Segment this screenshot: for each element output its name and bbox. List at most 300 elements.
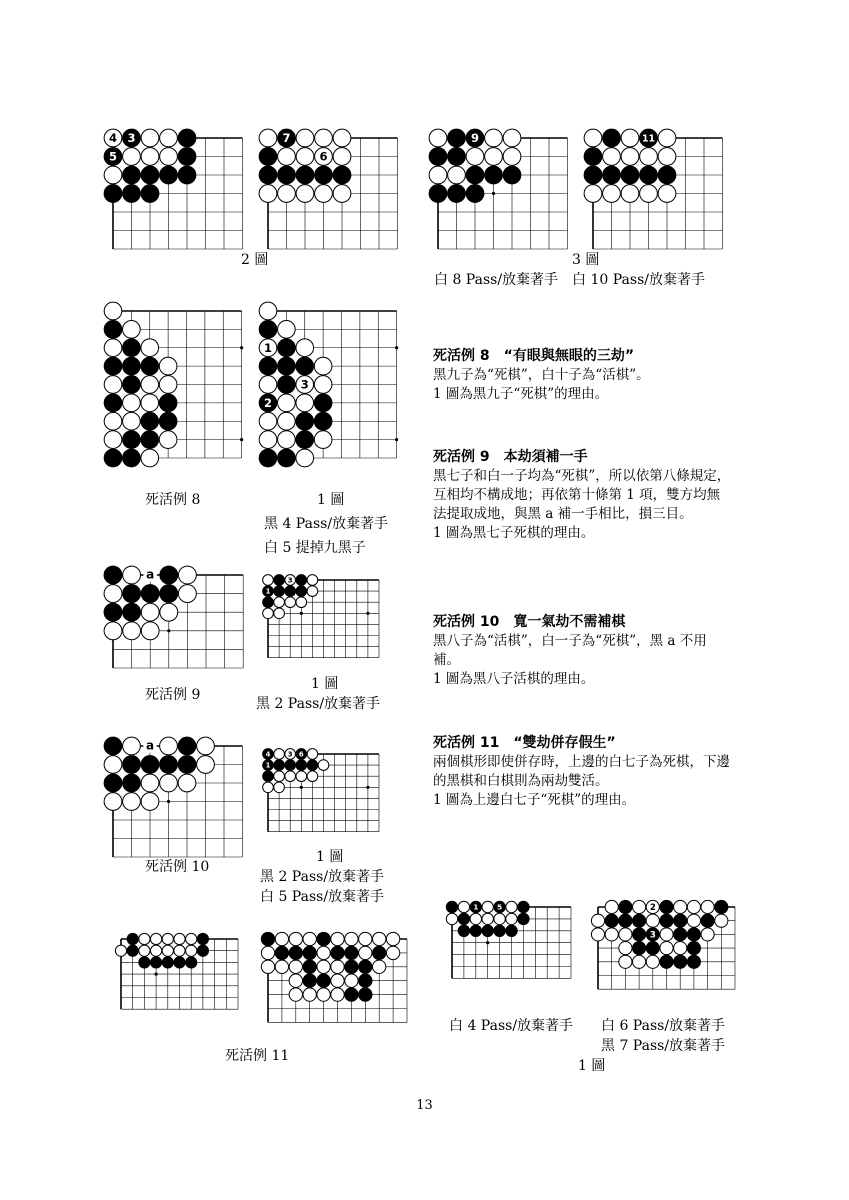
white-stone xyxy=(506,913,517,924)
white-stone xyxy=(701,928,714,941)
black-stone xyxy=(274,586,285,597)
black-stone xyxy=(159,394,177,412)
hoshi-point xyxy=(155,973,158,976)
move-number: 11 xyxy=(642,133,655,145)
hoshi-point xyxy=(167,800,170,803)
section-ex10 xyxy=(433,613,733,689)
black-stone xyxy=(259,166,277,184)
white-stone xyxy=(470,913,481,924)
white-stone xyxy=(263,782,274,793)
black-stone xyxy=(458,913,469,924)
white-stone xyxy=(150,933,161,944)
white-stone xyxy=(621,129,639,147)
black-stone xyxy=(141,756,159,774)
white-stone xyxy=(603,148,621,166)
black-stone xyxy=(174,957,185,968)
hoshi-point xyxy=(167,629,170,632)
white-stone xyxy=(141,394,159,412)
go-diagram-10b xyxy=(259,745,381,841)
white-stone xyxy=(162,945,173,956)
black-stone xyxy=(466,185,484,203)
white-stone xyxy=(162,933,173,944)
black-stone xyxy=(186,957,197,968)
white-stone xyxy=(104,376,122,394)
white-stone xyxy=(619,928,632,941)
black-stone xyxy=(178,148,196,166)
white-stone xyxy=(278,412,296,430)
white-stone xyxy=(197,737,215,755)
go-diagram-8a xyxy=(104,302,250,460)
white-stone xyxy=(278,394,296,412)
section-heading: 死活例 11 “雙劫併存假生” xyxy=(433,735,616,751)
white-stone xyxy=(139,933,150,944)
black-stone xyxy=(259,357,277,375)
white-stone xyxy=(278,185,296,203)
move-number: 1 xyxy=(473,902,479,912)
white-stone xyxy=(317,960,330,973)
move-number: 1 xyxy=(265,761,271,770)
go-diagram-11b xyxy=(259,930,409,1030)
white-stone xyxy=(104,412,122,430)
white-stone xyxy=(160,774,178,792)
black-stone xyxy=(506,925,517,936)
section-paragraph: 1 圖為黑九子“死棋”的理由。 xyxy=(433,386,609,402)
black-stone xyxy=(485,166,503,184)
black-stone xyxy=(150,957,161,968)
black-stone xyxy=(603,129,621,147)
black-stone xyxy=(621,166,639,184)
black-stone xyxy=(104,449,122,467)
black-stone xyxy=(263,771,274,782)
white-stone xyxy=(591,928,604,941)
black-stone xyxy=(674,928,687,941)
black-stone xyxy=(674,914,687,927)
hoshi-point xyxy=(366,612,369,615)
black-stone xyxy=(127,933,138,944)
move-number: 7 xyxy=(282,131,291,146)
white-stone xyxy=(674,942,687,955)
black-stone xyxy=(605,914,618,927)
ex11-note2: 白 6 Pass/放棄著手 xyxy=(601,1018,726,1034)
white-stone xyxy=(658,185,676,203)
black-stone xyxy=(331,946,344,959)
white-stone xyxy=(660,928,673,941)
white-stone xyxy=(621,185,639,203)
white-stone xyxy=(660,942,673,955)
black-stone xyxy=(296,357,314,375)
black-stone xyxy=(296,760,307,771)
point-label: a xyxy=(146,567,155,582)
black-stone xyxy=(303,960,316,973)
white-stone xyxy=(485,148,503,166)
move-number: 1 xyxy=(265,587,271,596)
black-stone xyxy=(373,946,386,959)
black-stone xyxy=(660,900,673,913)
black-stone xyxy=(429,148,447,166)
white-stone xyxy=(141,449,159,467)
white-stone xyxy=(141,376,159,394)
ex8-note2: 白 5 提掉九黑子 xyxy=(264,540,366,556)
white-stone xyxy=(687,914,700,927)
white-stone xyxy=(619,942,632,955)
white-stone xyxy=(289,932,302,945)
white-stone xyxy=(278,431,296,449)
white-stone xyxy=(687,900,700,913)
white-stone xyxy=(658,129,676,147)
section-paragraph: 黑九子為“死棋”，白十子為“活棋”。 xyxy=(433,367,650,383)
go-diagram-11d xyxy=(589,898,737,1014)
black-stone xyxy=(285,586,296,597)
black-stone xyxy=(141,431,159,449)
white-stone xyxy=(123,412,141,430)
white-stone xyxy=(278,148,296,166)
fig3-note: 白 8 Pass/放棄著手 白 10 Pass/放棄著手 xyxy=(434,272,705,288)
black-stone xyxy=(263,597,274,608)
white-stone xyxy=(458,901,469,912)
ex10-label: 死活例 10 xyxy=(145,859,210,875)
white-stone xyxy=(494,913,505,924)
black-stone xyxy=(584,148,602,166)
black-stone xyxy=(159,412,177,430)
hoshi-point xyxy=(366,786,369,789)
go-diagram-10a xyxy=(104,737,250,859)
hoshi-point xyxy=(395,438,398,441)
white-stone xyxy=(315,185,333,203)
white-stone xyxy=(160,603,178,621)
white-stone xyxy=(115,945,126,956)
black-stone xyxy=(658,166,676,184)
white-stone xyxy=(274,608,285,619)
white-stone xyxy=(619,955,632,968)
white-stone xyxy=(104,756,122,774)
black-stone xyxy=(123,449,141,467)
white-stone xyxy=(123,321,141,339)
white-stone xyxy=(285,597,296,608)
white-stone xyxy=(141,603,159,621)
hoshi-point xyxy=(240,438,243,441)
black-stone xyxy=(259,321,277,339)
go-diagram-11c xyxy=(443,898,573,1014)
white-stone xyxy=(373,932,386,945)
section-ex11 xyxy=(433,734,733,810)
white-stone xyxy=(446,913,457,924)
white-stone xyxy=(159,357,177,375)
black-stone xyxy=(278,376,296,394)
black-stone xyxy=(448,148,466,166)
section-ex9 xyxy=(433,448,733,543)
black-stone xyxy=(104,737,122,755)
white-stone xyxy=(331,932,344,945)
white-stone xyxy=(123,566,141,584)
black-stone xyxy=(448,185,466,203)
black-stone xyxy=(123,585,141,603)
white-stone xyxy=(701,900,714,913)
white-stone xyxy=(503,129,521,147)
move-number: 3 xyxy=(287,750,293,759)
black-stone xyxy=(285,760,296,771)
black-stone xyxy=(296,412,314,430)
black-stone xyxy=(359,960,372,973)
ex9-fig1-caption: 1 圖 xyxy=(311,676,339,692)
white-stone xyxy=(296,129,314,147)
black-stone xyxy=(458,925,469,936)
white-stone xyxy=(104,585,122,603)
move-number: 5 xyxy=(497,902,503,912)
black-stone xyxy=(259,449,277,467)
white-stone xyxy=(373,960,386,973)
white-stone xyxy=(448,166,466,184)
black-stone xyxy=(104,603,122,621)
ex8-note1: 黑 4 Pass/放棄著手 xyxy=(264,516,389,532)
ex9-label: 死活例 9 xyxy=(145,687,201,703)
black-stone xyxy=(160,585,178,603)
white-stone xyxy=(359,932,372,945)
white-stone xyxy=(333,185,351,203)
black-stone xyxy=(197,945,208,956)
ex8-label: 死活例 8 xyxy=(145,492,201,508)
black-stone xyxy=(518,901,529,912)
ex11-note1: 白 4 Pass/放棄著手 xyxy=(449,1018,574,1034)
black-stone xyxy=(178,756,196,774)
black-stone xyxy=(160,756,178,774)
black-stone xyxy=(178,166,196,184)
white-stone xyxy=(466,148,484,166)
black-stone xyxy=(123,603,141,621)
black-stone xyxy=(141,166,159,184)
white-stone xyxy=(584,185,602,203)
white-stone xyxy=(285,771,296,782)
white-stone xyxy=(259,431,277,449)
white-stone xyxy=(123,622,141,640)
white-stone xyxy=(296,339,314,357)
black-stone xyxy=(317,974,330,987)
white-stone xyxy=(333,129,351,147)
go-diagram-3a xyxy=(429,129,575,251)
black-stone xyxy=(296,586,307,597)
move-number: 3 xyxy=(127,131,136,146)
black-stone xyxy=(197,933,208,944)
black-stone xyxy=(160,566,178,584)
white-stone xyxy=(159,431,177,449)
black-stone xyxy=(141,185,159,203)
black-stone xyxy=(178,129,196,147)
move-number: 6 xyxy=(298,750,304,759)
hoshi-point xyxy=(300,612,303,615)
white-stone xyxy=(259,185,277,203)
white-stone xyxy=(345,932,358,945)
section-heading: 死活例 8 “有眼與無眼的三劫” xyxy=(433,348,635,364)
fig3-caption: 3 圖 xyxy=(572,252,600,268)
move-number: 1 xyxy=(264,340,272,355)
white-stone xyxy=(178,566,196,584)
black-stone xyxy=(448,129,466,147)
black-stone xyxy=(660,955,673,968)
white-stone xyxy=(160,737,178,755)
white-stone xyxy=(275,960,288,973)
white-stone xyxy=(178,585,196,603)
white-stone xyxy=(104,793,122,811)
black-stone xyxy=(466,166,484,184)
white-stone xyxy=(429,166,447,184)
black-stone xyxy=(640,166,658,184)
black-stone xyxy=(296,431,314,449)
black-stone xyxy=(141,585,159,603)
black-stone xyxy=(278,449,296,467)
white-stone xyxy=(261,946,274,959)
black-stone xyxy=(359,974,372,987)
black-stone xyxy=(518,913,529,924)
black-stone xyxy=(494,925,505,936)
black-stone xyxy=(296,575,307,586)
section-paragraph: 兩個棋形即使併存時，上邊的白七子為死棋，下邊的黑棋和白棋則為兩劫雙活。 xyxy=(433,754,730,789)
black-stone xyxy=(633,914,646,927)
ex11-label: 死活例 11 xyxy=(225,1048,290,1064)
black-stone xyxy=(162,957,173,968)
white-stone xyxy=(646,914,659,927)
white-stone xyxy=(296,394,314,412)
white-stone xyxy=(584,129,602,147)
white-stone xyxy=(715,914,728,927)
white-stone xyxy=(633,900,646,913)
black-stone xyxy=(307,760,318,771)
white-stone xyxy=(259,302,277,320)
black-stone xyxy=(141,412,159,430)
white-stone xyxy=(296,449,314,467)
white-stone xyxy=(274,782,285,793)
hoshi-point xyxy=(240,346,243,349)
black-stone xyxy=(139,957,150,968)
white-stone xyxy=(259,129,277,147)
white-stone xyxy=(104,622,122,640)
white-stone xyxy=(261,960,274,973)
black-stone xyxy=(104,774,122,792)
fig2-caption: 2 圖 xyxy=(241,252,269,268)
hoshi-point xyxy=(395,346,398,349)
section-paragraph: 黑八子為“活棋”，白一子為“死棋”，黑 a 不用補。 xyxy=(433,633,707,668)
white-stone xyxy=(303,988,316,1001)
section-paragraph: 黑七子和白一子均為“死棋”，所以依第八條規定，互相均不構成地；再依第十條第 1 項，雙方均無法提取成地，與黑 a 補一手相比，損三目。 xyxy=(433,468,731,522)
black-stone xyxy=(317,932,330,945)
white-stone xyxy=(141,129,159,147)
white-stone xyxy=(104,166,122,184)
white-stone xyxy=(314,376,332,394)
black-stone xyxy=(619,914,632,927)
black-stone xyxy=(259,148,277,166)
hoshi-point xyxy=(486,941,489,944)
white-stone xyxy=(640,185,658,203)
ex8-fig1-caption: 1 圖 xyxy=(317,492,345,508)
white-stone xyxy=(296,148,314,166)
black-stone xyxy=(296,166,314,184)
white-stone xyxy=(123,737,141,755)
white-stone xyxy=(331,960,344,973)
black-stone xyxy=(275,946,288,959)
white-stone xyxy=(333,148,351,166)
go-diagram-9a xyxy=(104,566,250,670)
black-stone xyxy=(646,942,659,955)
white-stone xyxy=(307,771,318,782)
black-stone xyxy=(123,431,141,449)
black-stone xyxy=(261,932,274,945)
white-stone xyxy=(621,148,639,166)
white-stone xyxy=(141,339,159,357)
black-stone xyxy=(470,925,481,936)
page-number: 13 xyxy=(416,1098,433,1113)
black-stone xyxy=(278,357,296,375)
black-stone xyxy=(715,900,728,913)
black-stone xyxy=(314,394,332,412)
go-diagram-9b xyxy=(259,571,381,667)
black-stone xyxy=(123,166,141,184)
white-stone xyxy=(506,901,517,912)
black-stone xyxy=(123,185,141,203)
black-stone xyxy=(633,928,646,941)
white-stone xyxy=(174,933,185,944)
black-stone xyxy=(345,960,358,973)
black-stone xyxy=(278,166,296,184)
white-stone xyxy=(317,988,330,1001)
black-stone xyxy=(345,988,358,1001)
white-stone xyxy=(178,774,196,792)
black-stone xyxy=(104,357,122,375)
section-ex8 xyxy=(433,347,733,404)
black-stone xyxy=(603,166,621,184)
ex10-note2: 白 5 Pass/放棄著手 xyxy=(260,889,385,905)
section-heading: 死活例 10 寬一氣劫不需補棋 xyxy=(433,614,626,630)
ex11-fig1-caption: 1 圖 xyxy=(578,1058,606,1074)
black-stone xyxy=(127,945,138,956)
white-stone xyxy=(141,622,159,640)
white-stone xyxy=(605,900,618,913)
black-stone xyxy=(123,774,141,792)
white-stone xyxy=(104,431,122,449)
black-stone xyxy=(160,166,178,184)
black-stone xyxy=(359,988,372,1001)
move-number: 3 xyxy=(300,377,309,392)
white-stone xyxy=(197,756,215,774)
white-stone xyxy=(331,974,344,987)
section-heading: 死活例 9 本劫須補一手 xyxy=(433,449,588,465)
ex9-note: 黑 2 Pass/放棄著手 xyxy=(256,696,381,712)
black-stone xyxy=(687,955,700,968)
move-number: 2 xyxy=(649,903,656,914)
white-stone xyxy=(296,185,314,203)
black-stone xyxy=(584,166,602,184)
move-number: 5 xyxy=(108,149,118,164)
white-stone xyxy=(314,431,332,449)
white-stone xyxy=(186,933,197,944)
black-stone xyxy=(123,357,141,375)
go-diagram-2b xyxy=(259,129,405,251)
hoshi-point xyxy=(492,192,495,195)
white-stone xyxy=(104,302,122,320)
move-number: 3 xyxy=(287,576,293,585)
white-stone xyxy=(289,960,302,973)
white-stone xyxy=(123,148,141,166)
white-stone xyxy=(160,148,178,166)
black-stone xyxy=(674,955,687,968)
section-paragraph: 1 圖為黑八子活棋的理由。 xyxy=(433,671,595,687)
go-diagram-3b xyxy=(584,129,730,251)
black-stone xyxy=(345,946,358,959)
white-stone xyxy=(296,597,307,608)
black-stone xyxy=(141,357,159,375)
white-stone xyxy=(307,749,318,760)
black-stone xyxy=(315,166,333,184)
white-stone xyxy=(386,932,399,945)
white-stone xyxy=(259,376,277,394)
black-stone xyxy=(278,339,296,357)
